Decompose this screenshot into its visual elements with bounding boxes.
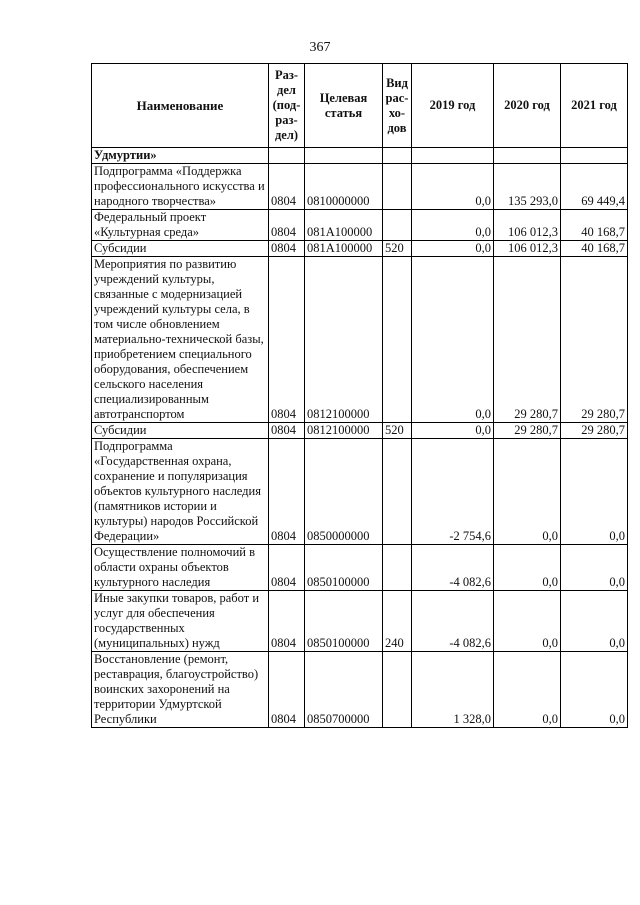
row-section: 0804 — [269, 423, 305, 439]
row-2021: 69 449,4 — [561, 164, 628, 210]
table-body — [92, 148, 628, 728]
row-expense-type — [383, 210, 412, 241]
header-target — [305, 64, 383, 148]
table-row — [92, 257, 628, 423]
row-name: Подпрограмма «Поддержка профессионального искусства и народного творчества» — [92, 164, 269, 210]
table-row — [92, 164, 628, 210]
row-2021: 40 168,7 — [561, 241, 628, 257]
table-row — [92, 591, 628, 652]
header-expense-type — [383, 64, 412, 148]
row-2021: 0,0 — [561, 652, 628, 728]
header-section — [269, 64, 305, 148]
row-name: Субсидии — [92, 423, 269, 439]
row-section: 0804 — [269, 241, 305, 257]
row-2021: 0,0 — [561, 545, 628, 591]
header-expense-type-line: хо- — [388, 105, 406, 120]
header-section-line: Раз- — [274, 68, 299, 82]
row-2019: 0,0 — [412, 257, 494, 423]
row-2020: 29 280,7 — [494, 257, 561, 423]
row-target: 0850100000 — [305, 591, 383, 652]
row-2020: 0,0 — [494, 545, 561, 591]
row-2021 — [561, 148, 628, 164]
header-target-line: статья — [324, 105, 363, 120]
row-name: Подпрограмма «Государственная охрана, сохранение и популяризация объектов культурного наследия (памятников истории и культуры) народов Российской Федерации» — [92, 439, 269, 545]
budget-table — [91, 63, 628, 728]
header-expense-type-line: дов — [387, 120, 407, 135]
table-row — [92, 545, 628, 591]
header-section-line: (под- — [272, 98, 301, 112]
row-name: Субсидии — [92, 241, 269, 257]
table-row — [92, 148, 628, 164]
row-target: 0850700000 — [305, 652, 383, 728]
row-expense-type: 240 — [383, 591, 412, 652]
row-2019: 0,0 — [412, 210, 494, 241]
page-number: 367 — [309, 40, 331, 55]
header-2020: 2020 год — [494, 64, 561, 148]
header-section-line: дел — [277, 83, 296, 97]
row-2021: 0,0 — [561, 439, 628, 545]
row-name: Осуществление полномочий в области охраны объектов культурного наследия — [92, 545, 269, 591]
row-2019: 0,0 — [412, 241, 494, 257]
row-expense-type — [383, 148, 412, 164]
row-expense-type — [383, 545, 412, 591]
row-name: Удмуртии» — [92, 148, 269, 164]
row-section — [269, 148, 305, 164]
row-2021: 29 280,7 — [561, 257, 628, 423]
row-section: 0804 — [269, 210, 305, 241]
header-2021: 2021 год — [561, 64, 628, 148]
table-row — [92, 439, 628, 545]
row-expense-type: 520 — [383, 423, 412, 439]
row-target: 0812100000 — [305, 257, 383, 423]
table-row — [92, 210, 628, 241]
header-section-line: раз- — [275, 113, 298, 127]
header-section-line: дел) — [274, 128, 299, 142]
row-2020: 0,0 — [494, 652, 561, 728]
row-2021: 29 280,7 — [561, 423, 628, 439]
row-2019: -2 754,6 — [412, 439, 494, 545]
row-section: 0804 — [269, 652, 305, 728]
row-section: 0804 — [269, 591, 305, 652]
row-2020: 29 280,7 — [494, 423, 561, 439]
header-name: Наименование — [92, 64, 269, 148]
row-target: 081A100000 — [305, 241, 383, 257]
row-name: Восстановление (ремонт, реставрация, благоустройство) воинских захоронений на территории Удмуртской Республики — [92, 652, 269, 728]
row-target: 0850100000 — [305, 545, 383, 591]
row-2021: 40 168,7 — [561, 210, 628, 241]
row-2019 — [412, 148, 494, 164]
row-2020: 106 012,3 — [494, 210, 561, 241]
row-2019: -4 082,6 — [412, 545, 494, 591]
row-2020: 135 293,0 — [494, 164, 561, 210]
row-2021: 0,0 — [561, 591, 628, 652]
row-2020: 0,0 — [494, 439, 561, 545]
row-name: Иные закупки товаров, работ и услуг для обеспечения государственных (муниципальных) нужд — [92, 591, 269, 652]
row-expense-type: 520 — [383, 241, 412, 257]
row-name: Федеральный проект «Культурная среда» — [92, 210, 269, 241]
row-target: 0850000000 — [305, 439, 383, 545]
row-2019: 0,0 — [412, 164, 494, 210]
table-row — [92, 652, 628, 728]
row-section: 0804 — [269, 257, 305, 423]
row-target: 081A100000 — [305, 210, 383, 241]
row-target: 0812100000 — [305, 423, 383, 439]
row-target: 0810000000 — [305, 164, 383, 210]
row-expense-type — [383, 439, 412, 545]
row-2020 — [494, 148, 561, 164]
row-target — [305, 148, 383, 164]
row-2020: 106 012,3 — [494, 241, 561, 257]
row-2019: 0,0 — [412, 423, 494, 439]
header-target-line: Целевая — [319, 90, 368, 105]
row-expense-type — [383, 652, 412, 728]
header-expense-type-line: Вид — [386, 75, 408, 90]
row-2019: 1 328,0 — [412, 652, 494, 728]
header-row — [92, 64, 628, 148]
header-2019: 2019 год — [412, 64, 494, 148]
row-expense-type — [383, 164, 412, 210]
row-section: 0804 — [269, 164, 305, 210]
table-row — [92, 423, 628, 439]
row-expense-type — [383, 257, 412, 423]
table-row — [92, 241, 628, 257]
row-section: 0804 — [269, 545, 305, 591]
row-section: 0804 — [269, 439, 305, 545]
row-2020: 0,0 — [494, 591, 561, 652]
row-2019: -4 082,6 — [412, 591, 494, 652]
header-expense-type-line: рас- — [385, 90, 409, 105]
row-name: Мероприятия по развитию учреждений культуры, связанные с модернизацией учреждений культуры села, в том числе обновлением материально-технической базы, приобретением специального оборудования, обеспечением сельского населения специализированным автотранспортом — [92, 257, 269, 423]
